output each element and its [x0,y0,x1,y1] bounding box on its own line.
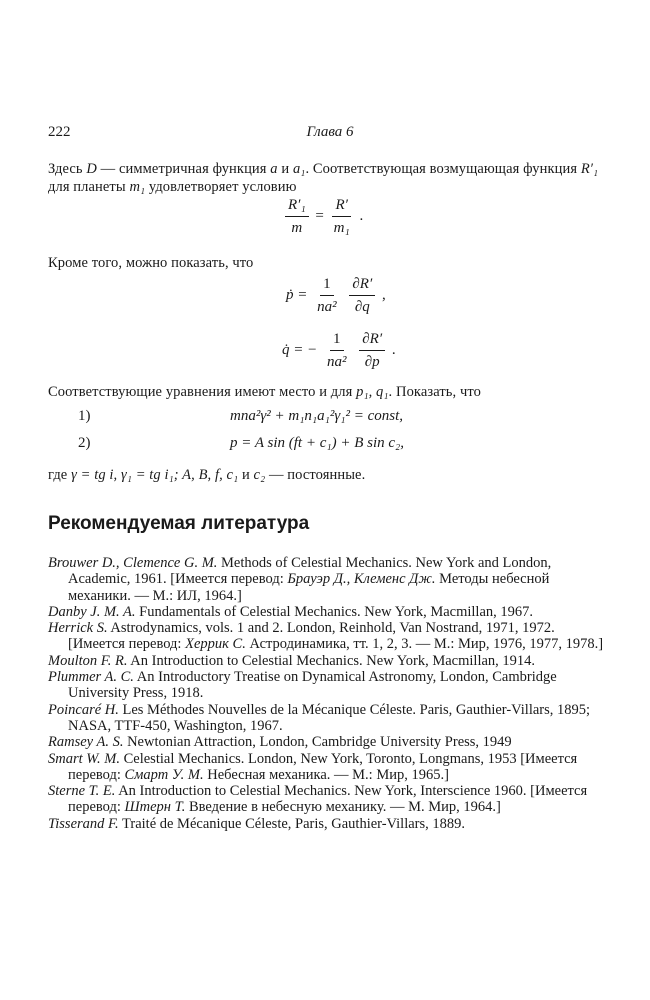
reference-item [48,620,614,653]
fraction [359,330,385,371]
equation-lhs: q̇ = − [282,341,318,358]
var-c2: c₂ [253,467,266,483]
var-R1: R′₁ [580,161,599,177]
numerator: 1 [320,275,334,296]
ref-translation-text: Введение в небесную механику. — М. Мир, 1964.] [185,799,501,816]
var-D: D [86,161,97,177]
denominator: m [291,220,303,236]
ref-translation-text: Астродинамика, тт. 1, 2, 3. — М.: Мир, 1976, 1977, 1978.] [245,636,604,653]
ref-author: Ramsey A. S. [48,734,124,751]
ref-text: Les Méthodes Nouvelles de la Mécanique Céleste. Paris, Gauthier-Villars, 1895; NASA, TTF-450, Washington, 1967. [68,701,591,734]
reference-item [48,555,614,604]
ref-text: An Introductory Treatise on Dynamical Astronomy, London, Cambridge University Press, 1918. [68,669,557,702]
denominator: m₁ [333,220,350,236]
item-number: 2) [78,435,91,451]
equals-sign: = [315,207,324,224]
intro-text: для планеты [48,179,130,195]
fraction [324,330,350,371]
mid-text: Кроме того, можно показать, что [48,255,254,271]
ref-text: Astrodynamics, vols. 1 and 2. London, Reinhold, Van Nostrand, 1971, 1972. [Имеется перевод: [68,620,555,653]
numerator: R′₁ [285,196,309,217]
where-text: и [238,467,254,483]
reference-item [48,653,614,669]
denominator: na² [317,299,337,315]
fraction [314,275,340,316]
var-a1: a₁ [292,161,306,177]
numerator: R′ [332,196,350,217]
ref-author: Sterne T. E. [48,783,116,800]
reference-item [48,734,614,750]
ref-text: Traité de Mécanique Céleste, Paris, Gauthier-Villars, 1889. [118,815,466,832]
intro-paragraph [48,160,614,196]
numerator: 1 [330,330,344,351]
punctuation: , [381,286,386,303]
ref-translation-author: Херрик С. [185,636,246,653]
ref-text: Newtonian Attraction, London, Cambridge University Press, 1949 [123,734,512,751]
var-a: a [270,161,278,177]
ref-translation-text: Небесная механика. — М.: Мир, 1965.] [203,766,449,783]
where-text: — постоянные. [265,467,366,483]
reference-item [48,751,614,784]
denominator: na² [327,354,347,370]
equation-1 [282,196,363,237]
numerator: ∂R′ [349,275,375,296]
fraction [349,275,375,316]
ref-text: Methods of Celestial Mechanics. New York and London, Academic, 1961. [Имеется перевод: [68,555,552,588]
reference-item [48,783,614,816]
item-number: 1) [78,408,91,424]
reference-item [48,702,614,735]
ref-author: Moulton F. R. [48,652,128,669]
show-paragraph [48,383,614,401]
intro-text: удовлетворяет условию [145,179,297,195]
denominator: ∂p [364,354,380,370]
ref-author: Brouwer D., Clemence G. M. [48,555,218,571]
ref-translation-author: Штерн Т. [124,799,186,816]
item-formula: p = A sin (ft + c₁) + B sin c₂, [230,435,404,451]
ref-translation-text: Методы небесной механики. — М.: ИЛ, 1964.] [68,571,550,604]
where-text: где [48,467,72,483]
where-paragraph [48,466,614,484]
reference-list [48,555,614,832]
intro-text: . Соответствующая возмущающая функция [305,161,581,177]
section-title: Рекомендуемая литература [48,513,310,534]
ref-text: An Introduction to Celestial Mechanics. New York, Macmillan, 1914. [127,652,536,669]
ref-text: Fundamentals of Celestial Mechanics. New York, Macmillan, 1967. [135,603,534,620]
ref-text: An Introduction to Celestial Mechanics. New York, Interscience 1960. [Имеется перевод: [68,783,588,816]
reference-item [48,816,614,832]
denominator: ∂q [354,299,370,315]
chapter-title: Глава 6 [306,124,354,140]
equation-lhs: ṗ = [286,286,308,303]
ref-text: Celestial Mechanics. London, New York, Toronto, Longmans, 1953 [Имеется перевод: [68,750,578,783]
ref-author: Poincaré H. [48,701,119,718]
punctuation: . [359,207,364,224]
var-p1-q1: p₁, q₁ [356,384,389,400]
show-text: Соответствующие уравнения имеют место и для [48,384,357,400]
show-text: . Показать, что [388,384,481,400]
fraction [331,196,353,237]
punctuation: . [391,341,396,358]
equation-2 [286,275,386,316]
intro-text: — симметричная функция [96,161,271,177]
ref-author: Smart W. M. [48,750,120,767]
ref-author: Tisserand F. [48,815,119,832]
ref-translation-author: Смарт У. М. [124,766,204,783]
page-header [48,124,610,144]
var-m1: m₁ [129,179,146,195]
item-formula: mna²γ² + m₁n₁a₁²γ₁² = const, [230,408,403,424]
ref-author: Herrick S. [48,620,108,637]
intro-text: Здесь [48,161,87,177]
reference-item [48,669,614,702]
fraction [285,196,309,237]
page-number: 222 [48,124,71,140]
ref-translation-author: Брауэр Д., Клеменс Дж. [287,571,436,588]
numerator: ∂R′ [359,330,385,351]
where-vars: γ = tg i, γ₁ = tg i₁; A, B, f, c₁ [71,467,239,483]
ref-author: Plummer A. C. [48,669,134,686]
intro-text: и [277,161,293,177]
reference-item [48,604,614,620]
ref-author: Danby J. M. A. [48,603,136,620]
equation-3 [282,330,396,371]
